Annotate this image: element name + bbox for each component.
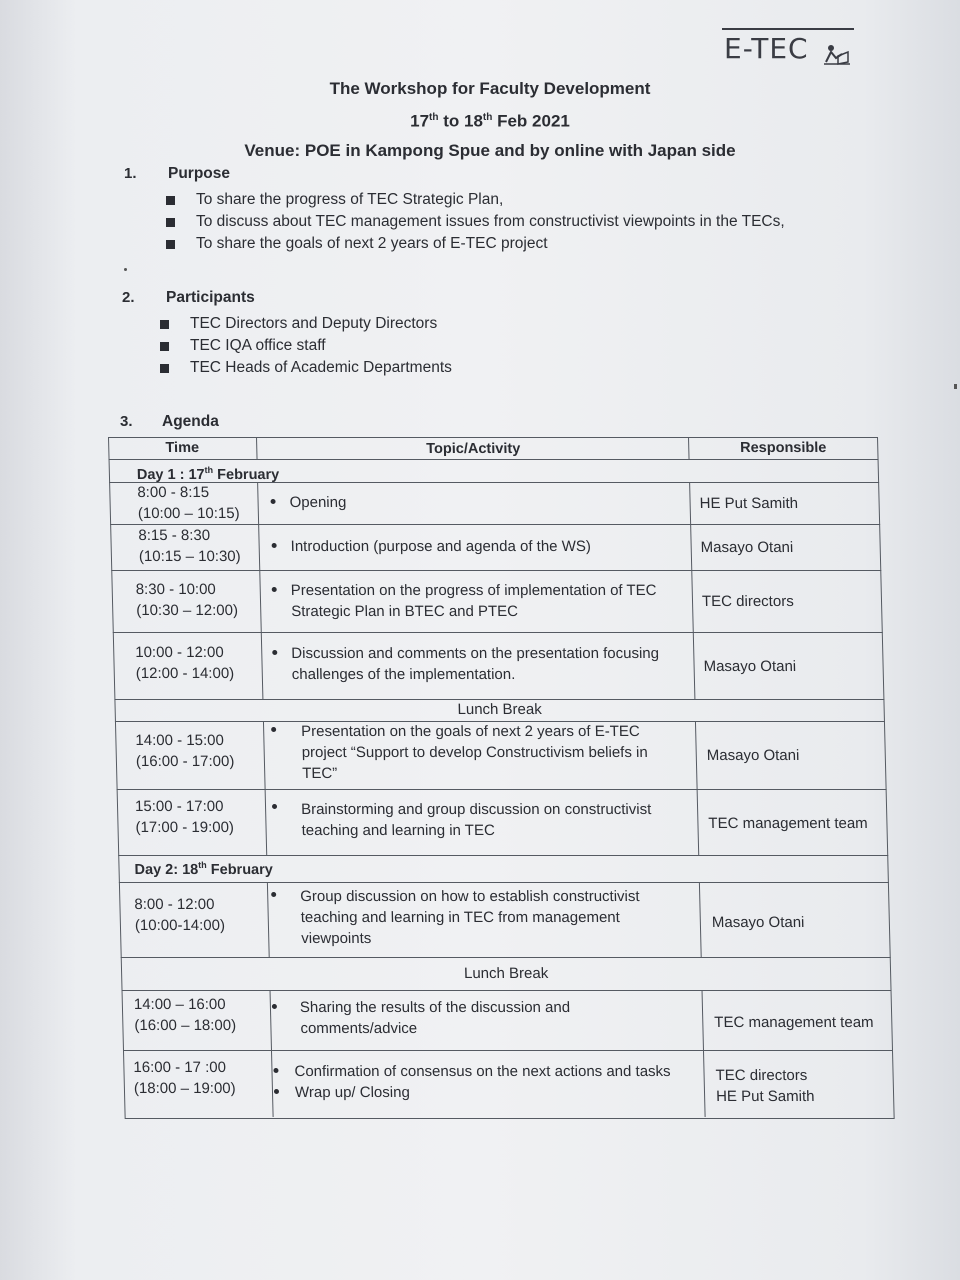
bullet-icon xyxy=(274,1089,279,1094)
topic-line: comments/advice xyxy=(300,1020,418,1037)
square-bullet-icon xyxy=(160,320,169,329)
section-2-number: 2. xyxy=(122,289,135,306)
time-cell xyxy=(135,579,238,621)
topic-cell xyxy=(291,643,660,685)
square-bullet-icon xyxy=(166,196,175,205)
section-2-title: Participants xyxy=(166,289,255,306)
time-japan: (17:00 - 19:00) xyxy=(135,819,235,836)
row-divider xyxy=(119,882,889,883)
responsible-line: TEC directors xyxy=(715,1067,808,1084)
bullet-icon xyxy=(271,727,276,732)
responsible-cell: HE Put Samith xyxy=(699,495,799,512)
topic-cell xyxy=(301,721,649,784)
row-divider xyxy=(123,1050,893,1051)
ink-dot xyxy=(124,268,127,271)
workshop-dates xyxy=(0,103,960,136)
time-cell xyxy=(135,730,234,772)
topic-line: Confirmation of consensus on the next actions and tasks xyxy=(294,1063,671,1080)
participants-list xyxy=(160,313,452,379)
time-local: 8:15 - 8:30 xyxy=(138,527,211,544)
time-cell xyxy=(134,894,225,936)
logo-text: E-TEC xyxy=(724,32,809,65)
day-label-month: February xyxy=(206,861,274,878)
time-japan: (18:00 – 19:00) xyxy=(133,1080,236,1097)
time-cell xyxy=(135,642,234,684)
topic-cell xyxy=(294,1061,671,1103)
row-divider xyxy=(111,570,881,571)
date-end-suffix: th xyxy=(482,112,493,123)
header-topic: Topic/Activity xyxy=(426,441,521,457)
title-block xyxy=(0,74,960,165)
responsible-cell: Masayo Otani xyxy=(703,658,797,675)
time-local: 8:00 - 8:15 xyxy=(137,484,210,501)
time-cell xyxy=(134,994,237,1036)
topic-line: Presentation on the goals of next 2 years of E-TEC xyxy=(300,723,640,740)
row-divider xyxy=(117,789,887,790)
topic-cell xyxy=(290,580,657,622)
header-time: Time xyxy=(165,440,200,456)
topic-cell xyxy=(301,799,652,841)
time-local: 14:00 – 16:00 xyxy=(133,996,226,1013)
responsible-cell: TEC directors xyxy=(701,593,794,610)
list-item xyxy=(166,233,785,255)
list-item-text: To share the progress of TEC Strategic Plan, xyxy=(196,191,504,208)
responsible-cell: Masayo Otani xyxy=(700,539,794,556)
date-start-suffix: th xyxy=(429,112,439,123)
list-item xyxy=(160,313,452,335)
person-reading-icon xyxy=(822,40,852,66)
time-local: 10:00 - 12:00 xyxy=(135,644,224,661)
list-item-text: To discuss about TEC management issues from constructivist viewpoints in the TECs, xyxy=(196,213,785,230)
bullet-icon xyxy=(272,587,277,592)
responsible-cell: TEC management team xyxy=(714,1014,874,1031)
time-japan: (10:15 – 10:30) xyxy=(138,548,241,565)
time-cell xyxy=(135,796,234,838)
time-japan: (10:30 – 12:00) xyxy=(136,602,239,619)
topic-cell: Opening xyxy=(289,494,347,511)
time-local: 14:00 - 15:00 xyxy=(135,732,225,749)
bullet-icon xyxy=(272,543,277,548)
time-japan: (16:00 - 17:00) xyxy=(135,753,235,770)
bullet-icon xyxy=(272,1004,277,1009)
topic-line: Sharing the results of the discussion and xyxy=(299,999,571,1016)
list-item xyxy=(166,189,785,211)
topic-cell xyxy=(300,886,641,949)
square-bullet-icon xyxy=(166,218,175,227)
bullet-icon xyxy=(273,1068,278,1073)
responsible-line: HE Put Samith xyxy=(715,1088,815,1105)
row-divider xyxy=(113,632,883,633)
day-label-month: February xyxy=(212,466,280,483)
topic-cell xyxy=(300,997,571,1039)
lunch-break-row: Lunch Break xyxy=(463,965,549,982)
topic-line: Presentation on the progress of implementation of TEC xyxy=(290,582,657,599)
day-label-text: Day 1 : 17 xyxy=(136,466,205,483)
time-japan: (12:00 - 14:00) xyxy=(135,665,235,682)
list-item xyxy=(166,211,785,233)
list-item xyxy=(160,357,452,379)
topic-line: Wrap up/ Closing xyxy=(294,1084,411,1101)
day-label-sup: th xyxy=(204,465,214,475)
date-end: to 18 xyxy=(438,111,483,131)
time-japan: (10:00 – 10:15) xyxy=(137,505,240,522)
topic-line: challenges of the implementation. xyxy=(291,666,516,683)
time-cell xyxy=(133,1057,236,1099)
bullet-icon xyxy=(271,499,276,504)
time-cell xyxy=(137,482,240,524)
list-item-text: TEC Heads of Academic Departments xyxy=(190,359,452,376)
workshop-title: The Workshop for Faculty Development xyxy=(329,79,651,98)
purpose-list xyxy=(166,189,785,255)
bullet-icon xyxy=(272,650,277,655)
list-item-text: TEC IQA office staff xyxy=(190,337,326,354)
header-responsible: Responsible xyxy=(739,440,827,456)
topic-line: project “Support to develop Constructivism beliefs in xyxy=(301,744,648,761)
responsible-cell xyxy=(715,1065,814,1107)
day-label-text: Day 2: 18 xyxy=(134,861,199,878)
list-item-text: To share the goals of next 2 years of E-TEC project xyxy=(196,235,548,252)
row-divider xyxy=(121,957,891,958)
responsible-cell: TEC management team xyxy=(708,815,868,832)
topic-line: viewpoints xyxy=(301,930,372,947)
day-2-label xyxy=(134,855,273,881)
time-japan: (16:00 – 18:00) xyxy=(134,1017,237,1034)
bullet-icon xyxy=(272,804,277,809)
bullet-icon xyxy=(271,892,276,897)
time-local: 8:30 - 10:00 xyxy=(135,581,216,598)
time-local: 16:00 - 17 :00 xyxy=(133,1059,227,1076)
list-item-text: TEC Directors and Deputy Directors xyxy=(190,315,438,332)
square-bullet-icon xyxy=(160,364,169,373)
date-month-year: Feb 2021 xyxy=(492,111,570,131)
topic-line: Strategic Plan in BTEC and PTEC xyxy=(291,603,519,620)
square-bullet-icon xyxy=(166,240,175,249)
section-3-title: Agenda xyxy=(162,413,219,430)
ink-mark xyxy=(954,384,957,389)
venue-line: Venue: POE in Kampong Spue and by online with Japan side xyxy=(244,140,736,160)
date-start: 17 xyxy=(410,111,430,131)
list-item xyxy=(160,335,452,357)
square-bullet-icon xyxy=(160,342,169,351)
topic-line: TEC” xyxy=(302,765,338,782)
topic-line: teaching and learning in TEC from management xyxy=(300,909,621,926)
responsible-cell: Masayo Otani xyxy=(706,747,800,764)
topic-line: teaching and learning in TEC xyxy=(301,822,496,839)
topic-cell: Introduction (purpose and agenda of the WS) xyxy=(290,538,592,555)
etec-logo xyxy=(722,28,854,70)
section-1-title: Purpose xyxy=(168,165,231,182)
topic-line: Brainstorming and group discussion on constructivist xyxy=(300,801,652,818)
section-3-number: 3. xyxy=(120,413,133,430)
agenda-table xyxy=(108,437,895,1119)
lunch-break-row: Lunch Break xyxy=(457,701,542,718)
time-cell xyxy=(138,525,241,567)
topic-line: Discussion and comments on the presentation focusing xyxy=(291,645,660,662)
day-label-sup: th xyxy=(198,860,207,870)
time-japan: (10:00-14:00) xyxy=(134,917,226,934)
row-divider xyxy=(122,990,892,991)
topic-line: Group discussion on how to establish constructivist xyxy=(300,888,640,905)
time-local: 15:00 - 17:00 xyxy=(134,798,224,815)
responsible-cell: Masayo Otani xyxy=(711,914,805,931)
time-local: 8:00 - 12:00 xyxy=(134,896,215,913)
section-1-number: 1. xyxy=(124,165,137,182)
